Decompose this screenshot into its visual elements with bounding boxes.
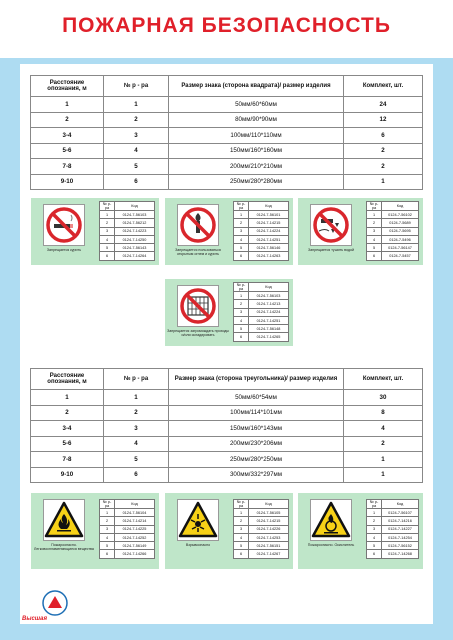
code-value: 0124-7-14215 (249, 219, 289, 227)
code-size: 2 (234, 300, 249, 308)
cell: 4 (104, 436, 169, 452)
code-value: 0124-7-56151 (249, 542, 289, 550)
code-header-row (234, 283, 289, 292)
code-row (367, 525, 419, 533)
explosive-sign-icon (177, 499, 219, 541)
cell: 2 (104, 112, 169, 128)
code-value: 0124-7-14213 (249, 300, 289, 308)
header-cell: Расстояние опознания, м (31, 369, 104, 390)
code-row (234, 550, 289, 558)
no-open-flame-sign-icon (177, 204, 219, 246)
code-value: 0124-7-56101 (249, 211, 289, 219)
code-value: 0124-7-14226 (249, 525, 289, 533)
code-header-size: № р-ра (234, 283, 249, 292)
code-value: 0124-7-56104 (115, 509, 155, 517)
code-size: 6 (100, 252, 115, 260)
cell: 50мм/60*54мм (169, 390, 344, 406)
code-value: 0124-7-14224 (249, 227, 289, 235)
sign-caption: Запрещается курить (46, 248, 82, 252)
table-row (31, 143, 423, 159)
code-size: 2 (367, 219, 382, 227)
code-size: 6 (100, 550, 115, 558)
code-size: 1 (367, 509, 382, 517)
code-value: 0124-7-56103 (115, 211, 155, 219)
code-header-code: Код (382, 500, 419, 509)
sign-card (31, 198, 159, 265)
code-header-code: Код (249, 283, 289, 292)
code-table (233, 201, 289, 261)
cell: 4 (344, 421, 423, 437)
cell: 5 (104, 452, 169, 468)
code-size: 5 (367, 244, 382, 252)
code-row (100, 509, 155, 517)
page-title: ПОЖАРНАЯ БЕЗОПАСНОСТЬ (62, 14, 391, 37)
cell: 250мм/280*250мм (169, 452, 344, 468)
sign-card (298, 493, 423, 569)
code-value: 0124-7-56143 (115, 244, 155, 252)
code-row (234, 325, 289, 333)
table-row (31, 421, 423, 437)
cell: 8 (344, 405, 423, 421)
code-size: 3 (234, 308, 249, 316)
table-row (31, 390, 423, 406)
code-table (99, 201, 155, 261)
code-row (234, 219, 289, 227)
sign-caption: Пожароопасно. Легковоспламеняющиеся вещества (34, 543, 94, 552)
code-row (100, 227, 155, 235)
sign-caption: Запрещается пользоваться открытым огнем и курить (175, 248, 221, 257)
code-value: 0124-7-14224 (249, 308, 289, 316)
code-value: 0124-7-14215 (249, 517, 289, 525)
code-size: 4 (100, 235, 115, 243)
code-row (100, 244, 155, 252)
code-header-code: Код (249, 500, 289, 509)
code-size: 3 (100, 227, 115, 235)
code-value: 0124-7-56147 (382, 244, 419, 252)
code-row (367, 542, 419, 550)
code-value: 0124-7-56107 (382, 509, 419, 517)
cell: 50мм/60*60мм (169, 97, 344, 113)
code-size: 4 (367, 533, 382, 541)
header-cell: Размер знака (сторона квадрата)/ размер изделия (169, 76, 344, 97)
code-value: 0124-7-5457 (382, 252, 419, 260)
code-table (99, 499, 155, 559)
table-row (31, 159, 423, 175)
code-value: 0124-7-14214 (115, 517, 155, 525)
table-row (31, 436, 423, 452)
cell: 100мм/110*110мм (169, 128, 344, 144)
oxidizer-sign-icon (310, 499, 352, 541)
code-header-row (234, 500, 289, 509)
code-header-size: № р-ра (234, 500, 249, 509)
code-header-row (367, 500, 419, 509)
cell: 150мм/160*143мм (169, 421, 344, 437)
sign-caption: Взрывоопасно (185, 543, 211, 547)
code-row (234, 235, 289, 243)
table-row (31, 128, 423, 144)
code-value: 0124-7-14227 (382, 525, 419, 533)
code-value: 0124-7-14265 (249, 333, 289, 341)
code-header-code: Код (115, 202, 155, 211)
brand-logo (42, 590, 68, 616)
cell: 12 (344, 112, 423, 128)
code-value: 0124-7-56102 (382, 211, 419, 219)
cell: 1 (104, 390, 169, 406)
table-row (31, 97, 423, 113)
code-row (234, 533, 289, 541)
cell: 7-8 (31, 159, 104, 175)
code-row (367, 211, 419, 219)
cell: 300мм/332*297мм (169, 467, 344, 483)
code-header-size: № р-ра (367, 500, 382, 509)
code-value: 0124-7-56212 (115, 219, 155, 227)
code-size: 5 (234, 542, 249, 550)
code-size: 5 (234, 325, 249, 333)
code-row (234, 525, 289, 533)
code-value: 0124-7-14250 (115, 235, 155, 243)
code-size: 1 (100, 509, 115, 517)
code-row (367, 533, 419, 541)
header-cell: № р - ра (104, 369, 169, 390)
code-value: 0124-7-14225 (115, 525, 155, 533)
code-size: 3 (234, 525, 249, 533)
cell: 6 (104, 174, 169, 190)
code-row (367, 244, 419, 252)
header-cell: № р - ра (104, 76, 169, 97)
cell: 1 (104, 97, 169, 113)
code-size: 1 (234, 211, 249, 219)
table-row (31, 405, 423, 421)
cell: 2 (31, 405, 104, 421)
cell: 150мм/160*160мм (169, 143, 344, 159)
code-table (366, 201, 419, 261)
header-cell: Комплект, шт. (344, 76, 423, 97)
cell: 1 (31, 97, 104, 113)
code-value: 0124-7-14252 (115, 533, 155, 541)
code-value: 0124-7-56148 (249, 325, 289, 333)
code-header-row (234, 202, 289, 211)
code-size: 6 (234, 550, 249, 558)
code-row (100, 550, 155, 558)
code-value: 0124-7-14223 (115, 227, 155, 235)
code-row (367, 509, 419, 517)
no-obstruct-sign-icon (177, 285, 219, 327)
table-header-row (31, 76, 423, 97)
code-row (234, 542, 289, 550)
code-value: 0124-7-14267 (249, 550, 289, 558)
code-row (100, 219, 155, 227)
sign-caption: Запрещается загромождать проходы и/или складировать (167, 329, 229, 338)
sign-caption: Пожароопасно. Окислитель (307, 543, 355, 547)
cell: 1 (344, 467, 423, 483)
code-header-code: Код (115, 500, 155, 509)
code-value: 0124-7-14251 (249, 316, 289, 324)
flammable-sign-icon (43, 499, 85, 541)
table-row (31, 112, 423, 128)
code-value: 0124-7-56149 (115, 542, 155, 550)
cell: 1 (344, 174, 423, 190)
cell: 2 (104, 405, 169, 421)
code-size: 2 (367, 517, 382, 525)
cell: 24 (344, 97, 423, 113)
code-header-row (100, 500, 155, 509)
code-size: 2 (100, 517, 115, 525)
code-header-size: № р-ра (100, 500, 115, 509)
cell: 2 (344, 436, 423, 452)
code-value: 0124-7-14254 (382, 533, 419, 541)
code-size: 6 (234, 333, 249, 341)
code-header-size: № р-ра (100, 202, 115, 211)
cell: 1 (31, 390, 104, 406)
cell: 5-6 (31, 436, 104, 452)
code-row (234, 292, 289, 300)
code-row (367, 219, 419, 227)
code-value: 0124-7-14268 (382, 550, 419, 558)
cell: 7-8 (31, 452, 104, 468)
cell: 6 (344, 128, 423, 144)
code-value: 0124-7-5496 (382, 235, 419, 243)
code-header-row (100, 202, 155, 211)
code-row (100, 525, 155, 533)
code-size: 3 (234, 227, 249, 235)
code-row (234, 308, 289, 316)
code-row (234, 300, 289, 308)
code-header-code: Код (382, 202, 419, 211)
code-size: 2 (100, 219, 115, 227)
header-cell: Размер знака (сторона треугольника)/ размер изделия (169, 369, 344, 390)
code-size: 5 (234, 244, 249, 252)
code-row (367, 235, 419, 243)
code-value: 0124-7-14216 (382, 517, 419, 525)
code-row (367, 550, 419, 558)
code-size: 6 (367, 550, 382, 558)
cell: 2 (344, 143, 423, 159)
code-row (100, 211, 155, 219)
code-size: 6 (234, 252, 249, 260)
code-value: 0124-7-14253 (249, 533, 289, 541)
table-row (31, 174, 423, 190)
sign-card (165, 493, 293, 569)
code-header-size: № р-ра (234, 202, 249, 211)
no-smoking-sign-icon (43, 204, 85, 246)
cell: 2 (344, 159, 423, 175)
code-size: 1 (367, 211, 382, 219)
code-value: 0124-7-14266 (115, 550, 155, 558)
code-row (234, 227, 289, 235)
cell: 80мм/90*90мм (169, 112, 344, 128)
code-size: 5 (100, 542, 115, 550)
code-table (233, 282, 289, 342)
code-row (367, 227, 419, 235)
code-size: 4 (234, 533, 249, 541)
code-value: 0124-7-14263 (249, 252, 289, 260)
cell: 1 (344, 452, 423, 468)
code-size: 2 (234, 219, 249, 227)
cell: 6 (104, 467, 169, 483)
cell: 9-10 (31, 467, 104, 483)
size-table-triangle (30, 368, 423, 483)
code-value: 0124-7-56105 (249, 509, 289, 517)
cell: 200мм/230*206мм (169, 436, 344, 452)
code-table (366, 499, 419, 559)
cell: 3 (104, 128, 169, 144)
header-cell: Расстояние опознания, м (31, 76, 104, 97)
code-row (234, 252, 289, 260)
cell: 5 (104, 159, 169, 175)
table-row (31, 467, 423, 483)
cell: 3-4 (31, 421, 104, 437)
cell: 3 (104, 421, 169, 437)
code-size: 1 (100, 211, 115, 219)
code-size: 5 (367, 542, 382, 550)
code-value: 0124-7-56146 (249, 244, 289, 252)
code-value: 0124-7-14264 (115, 252, 155, 260)
size-table-square (30, 75, 423, 190)
code-value: 0124-7-14251 (249, 235, 289, 243)
header-cell: Комплект, шт. (344, 369, 423, 390)
code-row (100, 533, 155, 541)
code-size: 1 (234, 292, 249, 300)
code-row (234, 244, 289, 252)
code-row (367, 252, 419, 260)
no-water-sign-icon (310, 204, 352, 246)
code-row (367, 517, 419, 525)
cell: 4 (104, 143, 169, 159)
cell: 30 (344, 390, 423, 406)
code-size: 4 (100, 533, 115, 541)
code-header-code: Код (249, 202, 289, 211)
cell: 100мм/114*101мм (169, 405, 344, 421)
code-value: 0124-7-56152 (382, 542, 419, 550)
code-row (100, 235, 155, 243)
sign-card (298, 198, 423, 265)
cell: 2 (31, 112, 104, 128)
code-row (234, 211, 289, 219)
code-table (233, 499, 289, 559)
code-size: 4 (234, 316, 249, 324)
code-size: 2 (234, 517, 249, 525)
code-row (100, 542, 155, 550)
cell: 3-4 (31, 128, 104, 144)
code-size: 4 (234, 235, 249, 243)
code-value: 0124-7-5689 (382, 219, 419, 227)
code-row (234, 316, 289, 324)
table-row (31, 452, 423, 468)
code-row (234, 333, 289, 341)
code-size: 4 (367, 235, 382, 243)
sign-caption: Запрещается тушить водой (307, 248, 355, 252)
sign-card (31, 493, 159, 569)
code-row (234, 517, 289, 525)
code-header-size: № р-ра (367, 202, 382, 211)
code-size: 3 (367, 227, 382, 235)
code-size: 6 (367, 252, 382, 260)
table-header-row (31, 369, 423, 390)
code-value: 0124-7-5695 (382, 227, 419, 235)
cell: 200мм/210*210мм (169, 159, 344, 175)
code-value: 0124-7-56103 (249, 292, 289, 300)
cell: 5-6 (31, 143, 104, 159)
code-header-row (367, 202, 419, 211)
code-row (100, 252, 155, 260)
code-size: 3 (100, 525, 115, 533)
code-row (234, 509, 289, 517)
cell: 9-10 (31, 174, 104, 190)
code-size: 3 (367, 525, 382, 533)
code-size: 5 (100, 244, 115, 252)
sign-card (165, 198, 293, 265)
cell: 250мм/280*280мм (169, 174, 344, 190)
brand-name: Высшая (22, 616, 47, 622)
code-row (100, 517, 155, 525)
code-size: 1 (234, 509, 249, 517)
sign-card (165, 279, 293, 346)
